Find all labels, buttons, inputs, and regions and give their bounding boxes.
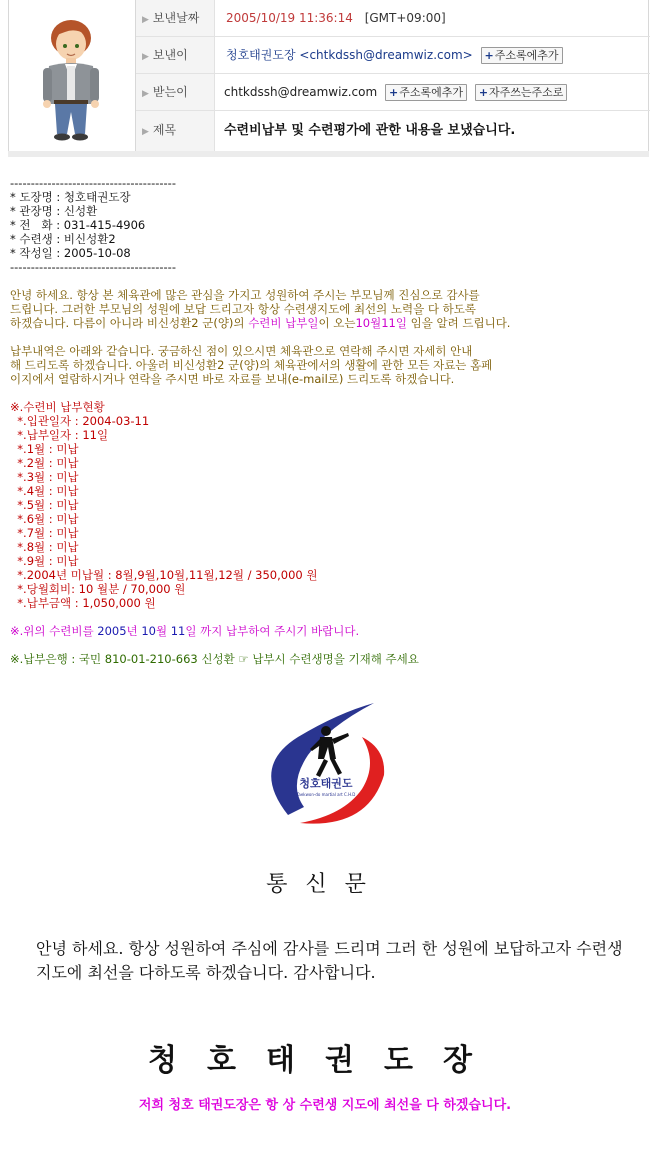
sent-date: 2005/10/19 11:36:14	[226, 11, 353, 25]
recipient-email[interactable]: chtkdssh@dreamwiz.com	[224, 85, 378, 99]
label-to: ▶ 받는이	[136, 74, 215, 110]
info-date: * 작성일 : 2005-10-08	[10, 246, 131, 260]
sender-avatar-cell	[9, 0, 136, 151]
info-block	[10, 176, 176, 274]
notice-body: 안녕 하세요. 항상 성원하여 주심에 감사를 드리며 그러 한 성원에 보답하고자 수련생 지도에 최선을 다하도록 하겠습니다. 감사합니다.	[36, 939, 623, 982]
notice-title: 통신문	[266, 872, 384, 897]
plus-icon: +	[389, 86, 399, 99]
divider-line: ----------------------------------------	[10, 176, 176, 190]
bullet-icon: ▶	[142, 52, 149, 62]
bullet-icon: ▶	[142, 15, 149, 25]
month-row: *.5월 : 미납	[10, 498, 79, 512]
pay-date-highlight: 수련비 납부일	[248, 316, 319, 330]
month-row: *.9월 : 미납	[10, 554, 79, 568]
add-frequent-address-button[interactable]: +자주쓰는주소로	[475, 84, 568, 101]
row-to	[136, 74, 650, 111]
add-sender-to-addressbook-button[interactable]: +주소록에추가	[481, 47, 563, 64]
row-sent-date	[136, 0, 650, 37]
logo-subtext: Taekwon-do martial art C.H.D	[296, 792, 356, 797]
row-subject	[136, 111, 650, 151]
header-divider	[8, 151, 649, 157]
to-value	[224, 74, 567, 110]
dojo-name: 청호태권도장	[148, 1043, 502, 1078]
label-subject: ▶ 제목	[136, 111, 215, 151]
details-paragraph: 납부내역은 아래와 같습니다. 궁금하신 점이 있으시면 체육관으로 연락해 주시면 자세히 안내 해 드리도록 하겠습니다. 아울러 비신성환2 군(양)의 체육관에서의 생활에 관한 모든 자료는 홈페 이지에서 열람하시거나 연락을 주시면 바로 자료를 보내(e-mail로) 드리도록 하겠습니다.	[10, 344, 493, 386]
divider-line: ----------------------------------------	[10, 260, 176, 274]
sender-name[interactable]: 청호태권도장	[226, 48, 296, 62]
info-dojo: * 도장명 : 청호태권도장	[10, 190, 131, 204]
from-value	[226, 37, 563, 73]
payment-heading: ※.수련비 납부현황	[10, 400, 105, 414]
info-phone: * 전 화 : 031-415-4906	[10, 218, 146, 232]
subject-value	[224, 111, 515, 151]
info-student: * 수련생 : 비신성환2	[10, 232, 116, 246]
month-row: *.3월 : 미납	[10, 470, 79, 484]
logo-text: 청호태권도	[299, 777, 353, 790]
bullet-icon: ▶	[142, 89, 149, 99]
info-owner: * 관장명 : 신성환	[10, 204, 98, 218]
timezone: [GMT+09:00]	[364, 11, 446, 25]
month-row: *.1월 : 미납	[10, 442, 79, 456]
mail-header	[8, 0, 649, 152]
dojo-logo	[258, 697, 388, 829]
month-row: *.4월 : 미납	[10, 484, 79, 498]
month-row: *.7월 : 미납	[10, 526, 79, 540]
month-row: *.2월 : 미납	[10, 456, 79, 470]
intro-paragraph: 안녕 하세요. 항상 본 체육관에 많은 관심을 가지고 성원하여 주시는 부모님께 진심으로 감사를 드립니다. 그러한 부모님의 성원에 보답 드리고자 항상 수련생지도에 최선의 노력을 다 하도록 하겠습니다. 다름이 아니라 비신성환2 군(양)의 수련비 납부일이 오는10월11일 임을 알려 드립니다.	[10, 288, 511, 330]
add-recipient-to-addressbook-button[interactable]: +주소록에추가	[385, 84, 467, 101]
avatar	[9, 0, 135, 151]
subject: 수련비납부 및 수련평가에 관한 내용을 보냈습니다.	[224, 123, 516, 138]
bank-line: ※.납부은행 : 국민 810-01-210-663 신성환 ☞ 납부시 수련생명을 기재해 주세요	[10, 652, 419, 666]
row-from	[136, 37, 650, 74]
payment-status: ※.수련비 납부현황 *.입관일자 : 2004-03-11 *.납부일자 : 11일 *.1월 : 미납 *.2월 : 미납 *.3월 : 미납 *.4월 : 미납 *.5월 : 미납 *.6월 : 미납 *.7월 : 미납 *.8월 : 미납 *.9월 : 미납 *.2004년 미납월 : 8월,9월,10월,11월,12월 / 350,000 원 *.당월회비: 10 월분 / 70,000 원 *.납부금액 : 1,050,000 원	[10, 400, 318, 610]
bullet-icon: ▶	[142, 127, 149, 137]
tagline: 저희 청호 태권도장은 항 상 수련생 지도에 최선을 다 하겠습니다.	[138, 1098, 512, 1113]
month-row: *.6월 : 미납	[10, 512, 79, 526]
plus-icon: +	[484, 49, 494, 62]
sender-email[interactable]: <chtkdssh@dreamwiz.com>	[299, 48, 473, 62]
plus-icon: +	[478, 86, 489, 99]
month-row: *.8월 : 미납	[10, 540, 79, 554]
pay-day-highlight: 10월11일	[355, 316, 407, 330]
sent-date-value	[226, 0, 446, 36]
label-from: ▶ 보낸이	[136, 37, 215, 73]
label-sent-date: ▶ 보낸날짜	[136, 0, 215, 36]
deadline-line: ※.위의 수련비를 2005년 10월 11일 까지 납부하여 주시기 바랍니다.	[10, 624, 360, 638]
